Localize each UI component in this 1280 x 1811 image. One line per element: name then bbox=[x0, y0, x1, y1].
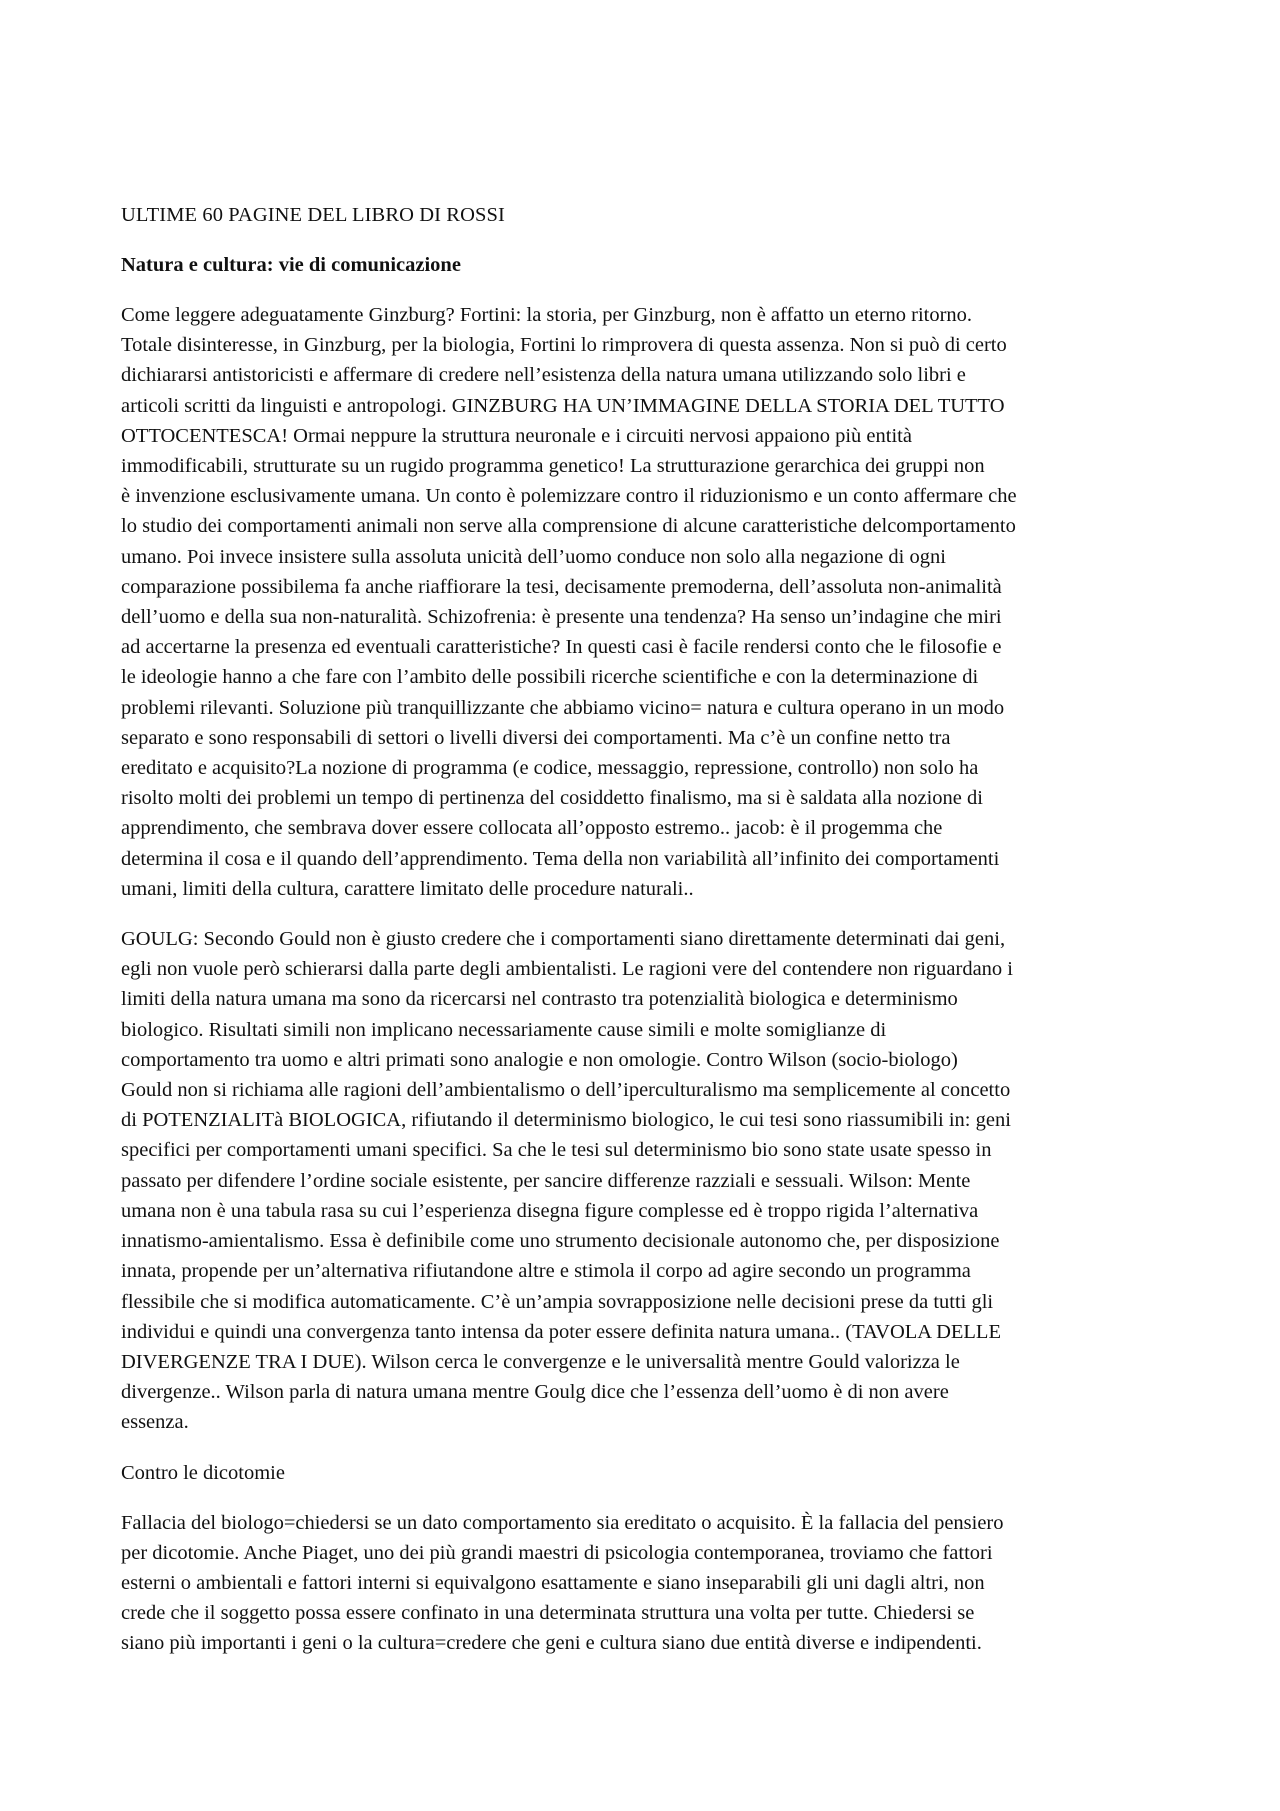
paragraph-gould-wilson: GOULG: Secondo Gould non è giusto credere che i comportamenti siano direttamente determinati dai geni, egli non vuole però schierarsi dalla parte degli ambientalisti. Le ragioni vere del contendere non riguardano i limiti della natura umana ma sono da ricercarsi nel contrasto tra potenzialità biologica e determinismo biologico. Risultati simili non implicano necessariamente cause simili e molte somiglianze di comportamento tra uomo e altri primati sono analogie e non omologie. Contro Wilson (socio-biologo) Gould non si richiama alle ragioni dell’ambientalismo o dell’iperculturalismo ma semplicemente al concetto di POTENZIALITà BIOLOGICA, rifiutando il determinismo biologico, le cui tesi sono riassumibili in: geni specifici per comportamenti umani specifici. Sa che le tesi sul determinismo bio sono state usate spesso in passato per difendere l’ordine sociale esistente, per sancire differenze razziali e sessuali. Wilson: Mente umana non è una tabula rasa su cui l’esperienza disegna figure complesse ed è troppo rigida l’alternativa innatismo-amientalismo. Essa è definibile come uno strumento decisionale autonomo che, per disposizione innata, propende per un’alternativa rifiutandone altre e stimola il corpo ad agire secondo un programma flessibile che si modifica automaticamente. C’è un’ampia sovrapposizione nelle decisioni prese da tutti gli individui e quindi una convergenza tanto intensa da poter essere definita natura umana.. (TAVOLA DELLE DIVERGENZE TRA I DUE). Wilson cerca le convergenze e le universalità mentre Gould valorizza le divergenze.. Wilson parla di natura umana mentre Goulg dice che l’essenza dell’uomo è di non avere essenza. bbox=[121, 928, 1013, 1434]
document-page bbox=[121, 200, 1166, 1679]
subheading-dicotomie: Contro le dicotomie bbox=[121, 1461, 285, 1484]
paragraph-ginzburg: Come leggere adeguatamente Ginzburg? Fortini: la storia, per Ginzburg, non è affatto un eterno ritorno. Totale disinteresse, in Ginzburg, per la biologia, Fortini lo rimprovera di questa assenza. Non si può di certo dichiararsi antistoricisti e affermare di credere nell’esistenza della natura umana utilizzando solo libri e articoli scritti da linguisti e antropologi. GINZBURG HA UN’IMMAGINE DELLA STORIA DEL TUTTO OTTOCENTESCA! Ormai neppure la struttura neuronale e i circuiti nervosi appaiono più entità immodificabili, strutturate su un rugido programma genetico! La strutturazione gerarchica dei gruppi non è invenzione esclusivamente umana. Un conto è polemizzare contro il riduzionismo e un conto affermare che lo studio dei comportamenti animali non serve alla comprensione di alcune caratteristiche delcomportamento umano. Poi invece insistere sulla assoluta unicità dell’uomo conduce non solo alla negazione di ogni comparazione possibilema fa anche riaffiorare la tesi, decisamente premoderna, dell’assoluta non-animalità dell’uomo e della sua non-naturalità. Schizofrenia: è presente una tendenza? Ha senso un’indagine che miri ad accertarne la presenza ed eventuali caratteristiche? In questi casi è facile rendersi conto che le filosofie e le ideologie hanno a che fare con l’ambito delle possibili ricerche scientifiche e con la determinazione di problemi rilevanti. Soluzione più tranquillizzante che abbiamo vicino= natura e cultura operano in un modo separato e sono responsabili di settori o livelli diversi dei comportamenti. Ma c’è un confine netto tra ereditato e acquisito?La nozione di programma (e codice, messaggio, repressione, controllo) non solo ha risolto molti dei problemi un tempo di pertinenza del cosiddetto finalismo, ma si è saldata alla nozione di apprendimento, che sembrava dover essere collocata all’opposto estremo.. jacob: è il progemma che determina il cosa e il quando dell’apprendimento. Tema della non variabilità all’infinito dei comportamenti umani, limiti della cultura, carattere limitato delle procedure naturali.. bbox=[121, 304, 1017, 900]
document-title: ULTIME 60 PAGINE DEL LIBRO DI ROSSI bbox=[121, 204, 505, 226]
section-heading: Natura e cultura: vie di comunicazione bbox=[121, 254, 461, 276]
paragraph-dicotomie: Fallacia del biologo=chiedersi se un dato comportamento sia ereditato o acquisito. È la fallacia del pensiero per dicotomie. Anche Piaget, uno dei più grandi maestri di psicologia contemporanea, troviamo che fattori esterni o ambientali e fattori interni si equivalgono esattamente e siano inseparabili gli uni dagli altri, non crede che il soggetto possa essere confinato in una determinata struttura una volta per tutte. Chiedersi se siano più importanti i geni o la cultura=credere che geni e cultura siano due entità diverse e indipendenti. bbox=[121, 1511, 1004, 1655]
